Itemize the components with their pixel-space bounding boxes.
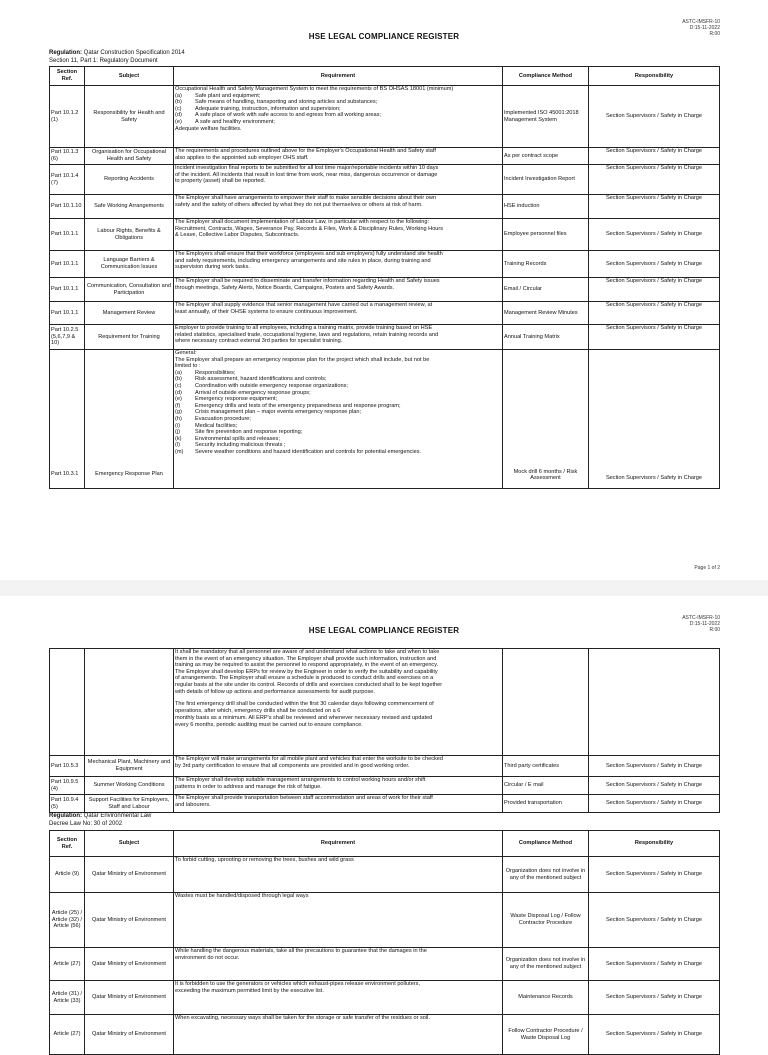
item-key: (l): [175, 442, 180, 449]
table-row: [50, 195, 720, 219]
requirement-item: [175, 93, 501, 100]
subject-cell: Summer Working Conditions: [85, 777, 174, 795]
requirement-cell: [174, 278, 503, 302]
doc-reference: ASTC-IMSFR-10 D:15-11-2022 R:00: [682, 615, 720, 633]
responsibility: Section Supervisors / Safety in Charge: [589, 981, 720, 1015]
responsibility: Section Supervisors / Safety in Charge: [589, 148, 720, 165]
table-row: [50, 165, 720, 195]
requirement-item: [175, 106, 501, 113]
section-ref: Part 10.9.5 (4): [50, 777, 85, 795]
item-text: Emergency response equipment;: [195, 396, 278, 403]
requirement-item: [175, 112, 501, 119]
compliance-method: Circular / E mail: [503, 777, 589, 795]
item-key: (j): [175, 429, 180, 436]
section-ref: Part 10.1.10: [50, 195, 85, 219]
requirement-paragraph: [175, 715, 501, 728]
compliance-method: Implemented ISO 45001:2018 Management System: [503, 86, 589, 148]
requirement-line: by 3rd party certification to ensure that all components are provided and in good working order.: [175, 762, 410, 769]
item-key: (k): [175, 435, 182, 442]
requirement-cell: [174, 86, 503, 148]
requirement-cell: [174, 302, 503, 325]
responsibility: Section Supervisors / Safety in Charge: [589, 278, 720, 302]
requirement-line: where necessary contract external 3rd parties for specialist training.: [175, 338, 343, 345]
compliance-method: Organization does not involve in any of the mentioned subject: [503, 948, 589, 981]
requirement-line: Occupational Health and Safety Management System to meet the requirements of BS OHSAS 18001 (minimum): [175, 86, 454, 92]
requirement-line: exceeding the maximum permitted limit by the executive list.: [175, 987, 324, 994]
table-header-row: [50, 67, 720, 86]
item-key: (d): [175, 389, 182, 396]
requirement-line: Wastes must be handled/disposed through legal ways: [175, 893, 309, 899]
requirement-cell: [174, 777, 503, 795]
section-ref: Article (31) / Article (33): [50, 981, 85, 1015]
table-row: [50, 350, 720, 489]
table-row: [50, 325, 720, 350]
item-key: (d): [175, 112, 182, 119]
header-method: Compliance Method: [503, 67, 589, 86]
requirement-cell: [174, 649, 503, 756]
item-text: Coordination with outside emergency response organizations;: [195, 382, 348, 389]
doc-reference: ASTC-IMSFR-10 D:15-11-2022 R:00: [682, 19, 720, 37]
requirement-line: through meetings, Safety Alerts, Notice Boards, Campaigns, Posters and Safety Awards.: [175, 284, 395, 291]
requirement-cell: [174, 795, 503, 813]
compliance-method: Provided transportation: [503, 795, 589, 813]
responsibility: Section Supervisors / Safety in Charge: [589, 893, 720, 948]
compliance-method: Management Review Minutes: [503, 302, 589, 325]
section-ref: Part 10.2.5 (5,6,7,9 & 10): [50, 325, 85, 350]
header-requirement: Requirement: [174, 831, 503, 857]
subject-cell: Qatar Ministry of Environment: [85, 893, 174, 948]
item-text: Emergency drills and tests of the emergency preparedness and response program;: [195, 402, 401, 409]
responsibility: Section Supervisors / Safety in Charge: [589, 1015, 720, 1055]
requirement-line: The Employer shall be required to disseminate and transfer information regarding Health and Safety issues: [175, 278, 440, 284]
requirement-line: Adequate welfare facilities.: [175, 125, 242, 132]
requirement-line: It shall be mandatory that all personnel are aware of and understand what actions to take and when to take: [175, 649, 440, 655]
table-row: [50, 649, 720, 756]
table-row: [50, 948, 720, 981]
compliance-method: Mock drill 6 months / Risk Assessment: [503, 350, 589, 489]
requirement-cell: [174, 756, 503, 777]
section-ref: Part 10.1.3 (6): [50, 148, 85, 165]
table-header-row: [50, 831, 720, 857]
header-responsibility: Responsibility: [589, 67, 720, 86]
subject-cell: Qatar Ministry of Environment: [85, 1015, 174, 1055]
requirement-paragraph: [175, 649, 501, 695]
regulation-header: Regulation: Qatar Construction Specification 2014 Section 11, Part 1: Regulatory Document: [49, 50, 185, 64]
item-text: Site fire prevention and response reporting;: [195, 429, 303, 436]
requirement-item: [175, 390, 501, 397]
item-key: (e): [175, 118, 182, 125]
section-ref: Article (27): [50, 948, 85, 981]
section-ref: Article (25) / Article (32) / Article (56): [50, 893, 85, 948]
requirement-cell: [174, 948, 503, 981]
requirement-item: [175, 376, 501, 383]
item-text: Adequate training, instruction, information and supervision;: [195, 105, 341, 112]
requirement-line: When excavating, necessary ways shall be taken for the storage or safe transfer of the residues or soil.: [175, 1015, 430, 1021]
subject-cell: Qatar Ministry of Environment: [85, 948, 174, 981]
compliance-method: Employee personnel files: [503, 219, 589, 251]
header-section: Section Ref.: [50, 67, 85, 86]
table-row: [50, 893, 720, 948]
requirement-line: The requirements and procedures outlined above for the Employer's Occupational Health and Safety staff: [175, 148, 436, 154]
table-row: [50, 795, 720, 813]
requirement-item: [175, 429, 501, 436]
section-ref: Part 10.1.4 (7): [50, 165, 85, 195]
compliance-method: Organization does not involve in any of the mentioned subject: [503, 857, 589, 893]
header-requirement: Requirement: [174, 67, 503, 86]
requirement-line: monthly basis as a minimum. All ERP's shall be reviewed and whenever necessary revised and updated: [175, 715, 433, 722]
table-row: [50, 756, 720, 777]
responsibility: Section Supervisors / Safety in Charge: [589, 251, 720, 278]
requirement-item: [175, 396, 501, 403]
item-text: Arrival of outside emergency response groups;: [195, 389, 311, 396]
compliance-method: Email / Circular: [503, 278, 589, 302]
header-subject: Subject: [85, 831, 174, 857]
compliance-table-3: [49, 830, 720, 1055]
requirement-item: [175, 416, 501, 423]
compliance-method: Training Records: [503, 251, 589, 278]
responsibility: Section Supervisors / Safety in Charge: [589, 302, 720, 325]
section-ref: Article (9): [50, 857, 85, 893]
responsibility: Section Supervisors / Safety in Charge: [589, 857, 720, 893]
responsibility: Section Supervisors / Safety in Charge: [589, 195, 720, 219]
requirement-cell: [174, 981, 503, 1015]
requirement-line: safety and the safety of others affected by what they do not put themselves or others at risk of harm.: [175, 201, 423, 208]
page-footer: Page 1 of 2: [694, 565, 720, 571]
requirement-line: limited to :: [175, 363, 201, 370]
section-ref: Part 10.1.1: [50, 251, 85, 278]
item-key: (b): [175, 99, 182, 106]
section-ref: Part 10.1.1: [50, 278, 85, 302]
subject-cell: Emergency Response Plan: [85, 350, 174, 489]
responsibility: Section Supervisors / Safety in Charge: [589, 350, 720, 489]
item-text: Severe weather conditions and hazard identification and controls for potential emergencies.: [195, 448, 422, 455]
subject-cell: Organisation for Occupational Health and Safety: [85, 148, 174, 165]
requirement-item: [175, 403, 501, 410]
section-ref: Part 10.1.2 (1): [50, 86, 85, 148]
header-subject: Subject: [85, 67, 174, 86]
requirement-line: The Employer shall provide transportation between staff accommodation and areas of work for their staff: [175, 795, 433, 801]
subject-cell: Qatar Ministry of Environment: [85, 857, 174, 893]
compliance-method: Maintenance Records: [503, 981, 589, 1015]
responsibility: Section Supervisors / Safety in Charge: [589, 948, 720, 981]
subject-cell: Mechanical Plant, Machinery and Equipment: [85, 756, 174, 777]
subject-cell: Labour Rights, Benefits & Obligations: [85, 219, 174, 251]
table-row: [50, 278, 720, 302]
item-text: Medical facilities;: [195, 422, 238, 429]
item-text: A safe place of work with safe access to and egress from all working areas;: [195, 112, 381, 119]
page-gap: [0, 580, 768, 596]
header-method: Compliance Method: [503, 831, 589, 857]
requirement-line: and labourers.: [175, 801, 211, 808]
requirement-paragraph: [175, 701, 501, 714]
item-key: (h): [175, 415, 182, 422]
item-text: Environmental spills and releases;: [195, 435, 280, 442]
requirement-cell: [174, 251, 503, 278]
requirement-line: The Employer shall have arrangements to empower their staff to make sensible decisions about their own: [175, 195, 437, 201]
requirement-line: To forbid cutting, uprooting or removing the trees, bushes and wild grass: [175, 857, 354, 863]
compliance-method: Waste Disposal Log / Follow Contractor Procedure: [503, 893, 589, 948]
subject-cell: Qatar Ministry of Environment: [85, 981, 174, 1015]
requirement-item: [175, 449, 501, 456]
compliance-table-2: [49, 648, 720, 813]
requirement-line: environment do not occur.: [175, 954, 240, 961]
subject-cell: Support Facilities for Employers, Staff and Labour: [85, 795, 174, 813]
item-key: (e): [175, 396, 182, 403]
page-title: HSE LEGAL COMPLIANCE REGISTER: [308, 626, 460, 635]
compliance-method: Incident Investigation Report: [503, 165, 589, 195]
requirement-line: The Employer shall document implementation of Labour Law, in particular with respect to the following:: [175, 219, 430, 225]
compliance-method: Annual Training Matrix: [503, 325, 589, 350]
header-section: Section Ref.: [50, 831, 85, 857]
requirement-line: The Employer shall prepare an emergency response plan for the project which shall include, but not be: [175, 356, 430, 363]
subject-cell: Communication, Consultation and Participation: [85, 278, 174, 302]
table-row: [50, 777, 720, 795]
requirement-cell: [174, 325, 503, 350]
compliance-method: Third party certificates: [503, 756, 589, 777]
subject-cell: Management Review: [85, 302, 174, 325]
requirement-line: General:: [175, 350, 197, 356]
compliance-method: As per contract scope: [503, 148, 589, 165]
requirement-line: training as may be required to assist the personnel to respond appropriately, in the event of an emergency.: [175, 662, 439, 669]
section-ref: Part 10.5.3: [50, 756, 85, 777]
requirement-line: The Employer shall supply evidence that senior management have carried out a management review, at: [175, 302, 433, 308]
requirement-line: regular basis at the site under its control. Records of drills and exercises conducted shall to be kept together: [175, 681, 443, 688]
compliance-table-1: [49, 66, 720, 489]
requirement-item: [175, 99, 501, 106]
compliance-method: HSE induction: [503, 195, 589, 219]
table-row: [50, 1015, 720, 1055]
responsibility: Section Supervisors / Safety in Charge: [589, 219, 720, 251]
subject-cell: Reporting Accidents: [85, 165, 174, 195]
item-key: (f): [175, 402, 181, 409]
item-text: Evacuation procedure;: [195, 415, 251, 422]
requirement-item: [175, 370, 501, 377]
requirement-cell: [174, 165, 503, 195]
requirement-line: of the incident. All incidents that result in lost time from work, near miss, dangerous occurrence or damage: [175, 171, 438, 178]
item-text: Security including malicious threats ;: [195, 442, 286, 449]
section-ref: Part 10.1.1: [50, 302, 85, 325]
requirement-cell: [174, 857, 503, 893]
table-row: [50, 302, 720, 325]
table-row: [50, 251, 720, 278]
item-key: (c): [175, 382, 182, 389]
item-key: (c): [175, 105, 182, 112]
responsibility: Section Supervisors / Safety in Charge: [589, 777, 720, 795]
table-row: [50, 86, 720, 148]
requirement-line: related statistics, specialised trade, occupational hygiene, laws and regulations, retain training records and: [175, 331, 439, 338]
item-key: (b): [175, 376, 182, 383]
item-text: Safe means of handling, transporting and storing articles and substances;: [195, 99, 378, 106]
item-text: Crisis management plan – major events emergency response plan;: [195, 409, 362, 416]
requirement-item: [175, 119, 501, 126]
section-ref: Article (27): [50, 1015, 85, 1055]
item-text: A safe and healthy environment;: [195, 118, 275, 125]
requirement-item: [175, 442, 501, 449]
responsibility: Section Supervisors / Safety in Charge: [589, 325, 720, 350]
requirement-line: to property (asset) shall be reported.: [175, 178, 266, 185]
responsibility: Section Supervisors / Safety in Charge: [589, 86, 720, 148]
requirement-cell: [174, 350, 503, 489]
requirement-cell: [174, 1015, 503, 1055]
requirement-line: supervision during work tasks.: [175, 264, 250, 271]
item-text: Safe plant and equipment;: [195, 92, 261, 99]
requirement-line: patterns in order to address and manage the risk of fatigue.: [175, 783, 322, 790]
requirement-item: [175, 383, 501, 390]
item-key: (m): [175, 448, 184, 455]
requirement-line: of arrangements. The Employer shall ensure a schedule is produced to conduct drills and exercises on a: [175, 675, 434, 682]
requirement-cell: [174, 893, 503, 948]
table-row: [50, 148, 720, 165]
responsibility: Section Supervisors / Safety in Charge: [589, 756, 720, 777]
requirement-line: operations, after which, emergency drills shall be conducted on a 6: [175, 707, 341, 714]
header-responsibility: Responsibility: [589, 831, 720, 857]
requirement-line: them in the event of an emergency situation. The Employer shall provide such information, instruction and: [175, 655, 437, 662]
requirement-line: Employer to provide training to all employees, including a training matrix, provide training based on HSE: [175, 325, 433, 331]
section-ref: Part 10.3.1: [50, 350, 85, 489]
requirement-cell: [174, 219, 503, 251]
requirement-line: It is forbidden to use the generators or vehicles which exhaust-pipes release environment polluters,: [175, 981, 421, 987]
item-text: Risk assessment, hazard identifications and controls;: [195, 376, 327, 383]
section-ref: Part 10.9.4 (5): [50, 795, 85, 813]
requirement-line: and safety requirements, including emergency arrangements and site rules in place, during training and: [175, 257, 431, 264]
table-row: [50, 219, 720, 251]
requirement-item: [175, 423, 501, 430]
requirement-cell: [174, 148, 503, 165]
requirement-line: The Employer shall develop ERPs for review by the Engineer in order to verify the suitability and capability: [175, 668, 438, 675]
subject-cell: Requirement for Training: [85, 325, 174, 350]
requirement-line: & Leave, Collective Labor Disputes, Subcontracts.: [175, 232, 300, 239]
requirement-line: with details of follow up actions and performance assessments for audit purpose.: [175, 688, 375, 695]
table-row: [50, 981, 720, 1015]
requirement-line: The first emergency drill shall be conducted within the first 30 calendar days following commencement of: [175, 701, 434, 708]
requirement-line: The Employer will make arrangements for all mobile plant and vehicles that enter the worksite to be checked: [175, 756, 444, 762]
requirement-line: also applies to the appointed sub employer OHS staff.: [175, 154, 309, 161]
compliance-method: Follow Contractor Procedure / Waste Disposal Log: [503, 1015, 589, 1055]
requirement-line: The Employer shall develop suitable management arrangements to control working hours and/or shift: [175, 777, 426, 783]
requirement-item: [175, 436, 501, 443]
responsibility: Section Supervisors / Safety in Charge: [589, 795, 720, 813]
requirement-line: The Employers shall ensure that their workforce (employees and sub employers) fully understand site health: [175, 251, 443, 257]
subject-cell: Responsibility for Health and Safety: [85, 86, 174, 148]
requirement-line: Recruitment, Contracts, Wages, Severance Pay, Records & Files, Work & Disciplinary Rules, Working Hours: [175, 225, 444, 232]
document-page-2: [0, 596, 768, 1041]
subject-cell: Language Barriers & Communication Issues: [85, 251, 174, 278]
item-key: (g): [175, 409, 182, 416]
item-key: (a): [175, 369, 182, 376]
item-key: (a): [175, 92, 182, 99]
item-key: (i): [175, 422, 180, 429]
requirement-line: every 6 months, periodic auditing must be carried out to ensure compliance.: [175, 721, 363, 728]
regulation-header-2: Regulation: Qatar Environmental Law Decree Law No: 30 of 2002: [49, 813, 152, 827]
page-title: HSE LEGAL COMPLIANCE REGISTER: [308, 32, 460, 41]
requirement-line: Incident investigation final reports to be submitted for all lost time major/reportable incidents within 10 days: [175, 165, 439, 171]
subject-cell: Safe Working Arrangements: [85, 195, 174, 219]
requirement-item: [175, 409, 501, 416]
responsibility: Section Supervisors / Safety in Charge: [589, 165, 720, 195]
requirement-line: least annually, of their OHSE systems to ensure continuous improvement.: [175, 308, 358, 315]
requirement-cell: [174, 195, 503, 219]
item-text: Responsibilities;: [195, 369, 236, 376]
requirement-line: While handling the dangerous materials, take all the precautions to guarantee that the damages in the: [175, 948, 427, 954]
table-row: [50, 857, 720, 893]
section-ref: Part 10.1.1: [50, 219, 85, 251]
